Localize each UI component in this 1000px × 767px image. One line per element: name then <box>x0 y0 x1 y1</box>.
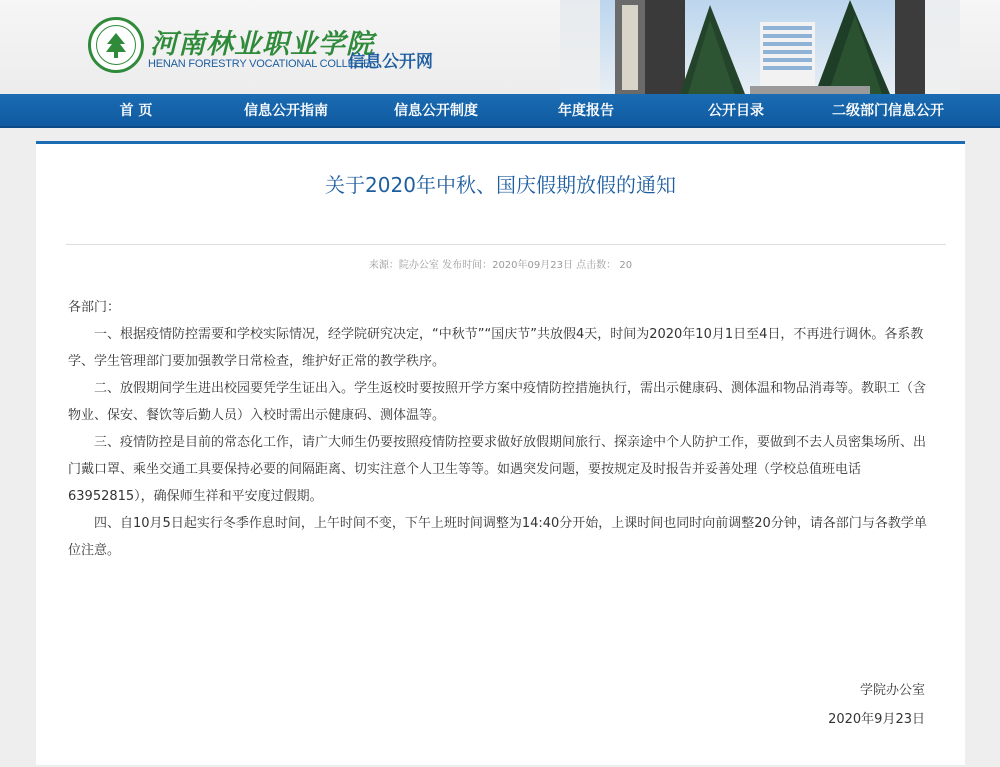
article-panel <box>36 141 965 765</box>
main-nav <box>0 94 1000 128</box>
article-title: 关于2020年中秋、国庆假期放假的通知 <box>325 173 676 197</box>
nav-item-home[interactable]: 首 页 <box>119 103 153 119</box>
nav-item-guide[interactable]: 信息公开指南 <box>244 103 328 119</box>
site-name: 信息公开网 <box>348 52 433 72</box>
college-seal-logo[interactable] <box>88 17 144 73</box>
paragraph: 四、自10月5日起实行冬季作息时间，上午时间不变，下午上班时间调整为14:40分开始，上课时间也同时向前调整20分钟，请各部门与各教学单位注意。 <box>68 516 927 558</box>
signature: 学院办公室 <box>859 683 925 698</box>
tree-icon <box>96 25 136 65</box>
signature-date: 2020年9月23日 <box>828 712 925 727</box>
title-divider <box>66 244 946 245</box>
nav-item-policy[interactable]: 信息公开制度 <box>394 103 478 119</box>
paragraph: 二、放假期间学生进出校园要凭学生证出入。学生返校时要按照开学方案中疫情防控措施执行，需出示健康码、测体温和物品消毒等。教职工（含物业、保安、餐饮等后勤人员）入校时需出示健康码、测体温等。 <box>68 381 927 423</box>
paragraph: 一、根据疫情防控需要和学校实际情况，经学院研究决定，“中秋节”“国庆节”共放假4天，时间为2020年10月1日至4日，不再进行调休。各系教学、学生管理部门要加强教学日常检查，维护好正常的教学秩序。 <box>68 327 924 369</box>
nav-item-annual-report[interactable]: 年度报告 <box>558 103 614 119</box>
nav-item-catalog[interactable]: 公开目录 <box>708 103 764 119</box>
salutation: 各部门： <box>68 300 121 315</box>
nav-item-department-disclosure[interactable]: 二级部门信息公开 <box>832 103 944 119</box>
article-body <box>68 294 928 564</box>
college-name-en: HENAN FORESTRY VOCATIONAL COLLEGE <box>148 58 371 70</box>
site-header <box>0 0 1000 94</box>
paragraph: 三、疫情防控是目前的常态化工作，请广大师生仍要按照疫情防控要求做好放假期间旅行、探亲途中个人防护工作，要做到不去人员密集场所、出门戴口罩、乘坐交通工具要保持必要的间隔距离、切实注意个人卫生等等。如遇突发问题，要按规定及时报告并妥善处理（学校总值班电话63952815），确保师生祥和平安度过假期。 <box>68 435 927 504</box>
college-name-cn: 河南林业职业学院 <box>150 29 374 60</box>
campus-photo <box>560 0 960 94</box>
article-meta: 来源：院办公室 发布时间：2020年09月23日 点击数： 20 <box>368 260 633 271</box>
